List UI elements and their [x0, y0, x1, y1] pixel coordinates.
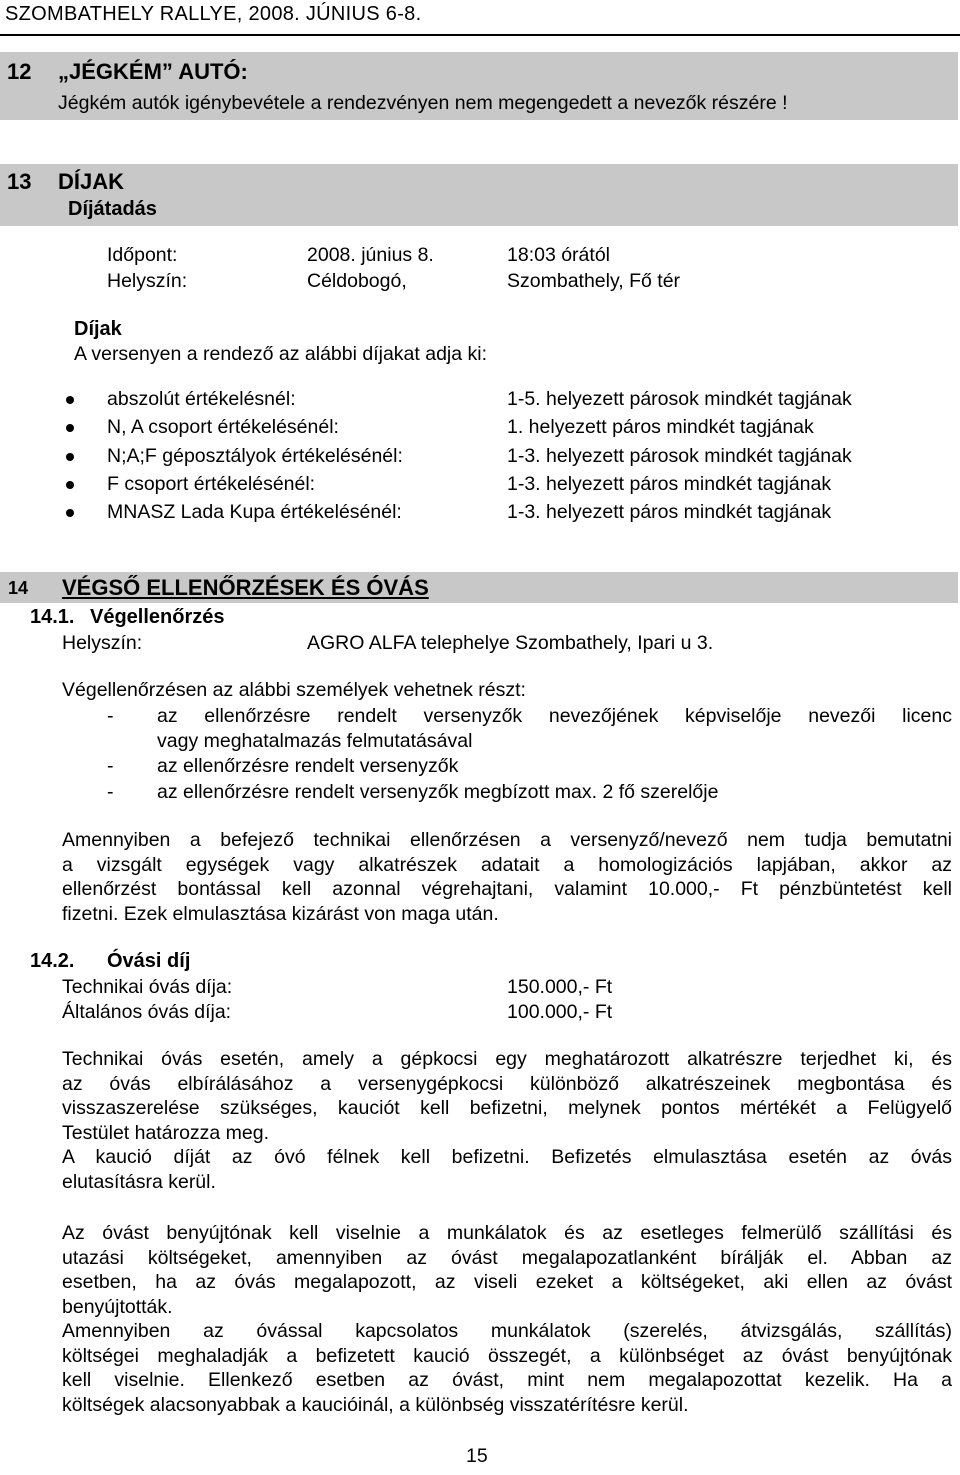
fee-technical-label: Technikai óvás díja:	[62, 976, 233, 998]
attend-item-1-line-2: vagy meghatalmazás felmutatásával	[157, 730, 473, 752]
time-label: Időpont:	[107, 244, 178, 266]
paragraph-line: visszaszerelése szükséges, kauciót kell befizetni, melynek pontos mértékét a Felügyelő	[62, 1097, 952, 1119]
prize-award: 1-3. helyezett páros mindkét tagjának	[507, 501, 832, 523]
fee-technical-value: 150.000,- Ft	[507, 976, 613, 998]
paragraph-line: Amennyiben az óvással kapcsolatos munkálatok (szerelés, átvizsgálás, szállítás)	[62, 1320, 952, 1342]
header-rule	[0, 34, 960, 36]
time-date: 2008. június 8.	[307, 244, 434, 266]
place-name: Céldobogó,	[307, 270, 407, 292]
section-13-subtitle: Díjátadás	[68, 198, 157, 220]
paragraph-line: Amennyiben a befejező technikai ellenőrzésen a versenyző/nevező nem tudja bemutatni	[62, 829, 952, 851]
attend-item-3: az ellenőrzésre rendelt versenyzők megbízott max. 2 fő szerelője	[157, 781, 719, 803]
time-clock: 18:03 órától	[507, 244, 610, 266]
prizes-intro: A versenyen a rendező az alábbi díjakat adja ki:	[74, 343, 488, 365]
prizes-title: Díjak	[74, 318, 122, 340]
place-city: Szombathely, Fő tér	[507, 270, 681, 292]
page-number: 15	[466, 1445, 488, 1467]
protest-costs-paragraph	[62, 1221, 952, 1417]
prize-category: F csoport értékelésénél:	[107, 473, 316, 495]
final-check-paragraph	[62, 828, 952, 926]
section-13-title: DÍJAK	[58, 169, 125, 194]
paragraph-line: A kaució díját az óvó félnek kell befizetni. Befizetés elmulasztása esetén az óvás	[62, 1146, 952, 1168]
paragraph-line: fizetni. Ezek elmulasztása kizárást von maga után.	[62, 902, 499, 925]
section-13-subtitle-band	[0, 198, 958, 226]
prize-category: abszolút értékelésnél:	[107, 388, 296, 410]
paragraph-line: költségek alacsonyabbak a kaucióinál, a különbség visszatérítésre kerül.	[62, 1393, 689, 1416]
dash-marker: -	[107, 781, 114, 803]
paragraph-line: a vizsgált egységek vagy alkatrészek adatait a homologizációs lapjában, akkor az	[62, 853, 952, 876]
section-14-heading-band	[0, 572, 958, 603]
place-label: Helyszín:	[107, 270, 188, 292]
fee-general-label: Általános óvás díja:	[62, 1001, 232, 1023]
prize-category: MNASZ Lada Kupa értékelésénél:	[107, 501, 402, 523]
final-check-place-label: Helyszín:	[62, 632, 143, 654]
attend-item-2: az ellenőrzésre rendelt versenyzők	[157, 755, 459, 777]
bullet-icon	[66, 396, 74, 404]
paragraph-line: az óvás elbírálásához a versenygépkocsi különböző alkatrészeinek megbontása és	[62, 1072, 952, 1095]
section-12-title: „JÉGKÉM” AUTÓ:	[58, 59, 248, 84]
final-check-place-value: AGRO ALFA telephelye Szombathely, Ipari u 3.	[307, 632, 714, 654]
prize-award: 1-3. helyezett párosok mindkét tagjának	[507, 445, 852, 467]
paragraph-line: elutasításra kerül.	[62, 1170, 216, 1193]
subsection-14-2-title: Óvási díj	[107, 950, 191, 972]
document-header-title: SZOMBATHELY RALLYE, 2008. JÚNIUS 6-8.	[5, 3, 422, 25]
protest-technical-paragraph	[62, 1047, 952, 1194]
bullet-icon	[66, 509, 74, 517]
prize-award: 1-5. helyezett párosok mindkét tagjának	[507, 388, 852, 410]
paragraph-line: utazási költségeket, amennyiben az óvást megalapozatlanként bírálják el. Abban az	[62, 1246, 952, 1269]
paragraph-line: esetben, ha az óvás megalapozott, az viseli ezeket a költségeket, aki ellen az óvást	[62, 1271, 952, 1293]
section-12-number: 12	[7, 59, 32, 84]
paragraph-line: kell viselnie. Ellenkező esetben az óvást, mint nem megalapozottat kezelik. Ha a	[62, 1369, 952, 1391]
subsection-14-1-title: Végellenőrzés	[90, 606, 225, 628]
paragraph-line: költségei meghaladják a befizetett kaució összegét, a különbséget az óvást benyújtónak	[62, 1344, 952, 1367]
dash-marker: -	[107, 755, 114, 777]
section-14-title: VÉGSŐ ELLENŐRZÉSEK ÉS ÓVÁS	[62, 575, 429, 600]
section-14-number: 14	[8, 578, 29, 598]
section-12-heading-band	[0, 52, 958, 90]
bullet-icon	[66, 453, 74, 461]
prize-award: 1-3. helyezett páros mindkét tagjának	[507, 473, 832, 495]
bullet-icon	[66, 481, 74, 489]
prize-award: 1. helyezett páros mindkét tagjának	[507, 416, 814, 438]
paragraph-line: benyújtották.	[62, 1295, 173, 1318]
fee-general-value: 100.000,- Ft	[507, 1001, 613, 1023]
section-13-heading-band	[0, 164, 958, 198]
attend-intro: Végellenőrzésen az alábbi személyek vehetnek részt:	[62, 679, 526, 701]
section-13-number: 13	[7, 169, 32, 194]
subsection-14-2-number: 14.2.	[30, 950, 75, 972]
section-12-text: Jégkém autók igénybevétele a rendezvényen nem megengedett a nevezők részére !	[58, 92, 788, 114]
prize-category: N, A csoport értékelésénél:	[107, 416, 339, 438]
paragraph-line: Technikai óvás esetén, amely a gépkocsi egy meghatározott alkatrészre terjedhet ki, és	[62, 1048, 952, 1070]
paragraph-line: Testület határozza meg.	[62, 1121, 270, 1144]
dash-marker: -	[107, 705, 114, 727]
section-12-text-band	[0, 90, 958, 120]
attend-item-1-line-1: az ellenőrzésre rendelt versenyzők nevezőjének képviselője nevezői licenc	[157, 705, 952, 727]
bullet-icon	[66, 424, 74, 432]
subsection-14-1-number: 14.1.	[30, 606, 75, 628]
paragraph-line: Az óvást benyújtónak kell viselnie a munkálatok és az esetleges felmerülő szállítási és	[62, 1222, 952, 1244]
prize-category: N;A;F géposztályok értékelésénél:	[107, 445, 403, 467]
paragraph-line: ellenőrzést bontással kell azonnal végrehajtani, valamint 10.000,- Ft pénzbüntetést kell	[62, 878, 952, 900]
